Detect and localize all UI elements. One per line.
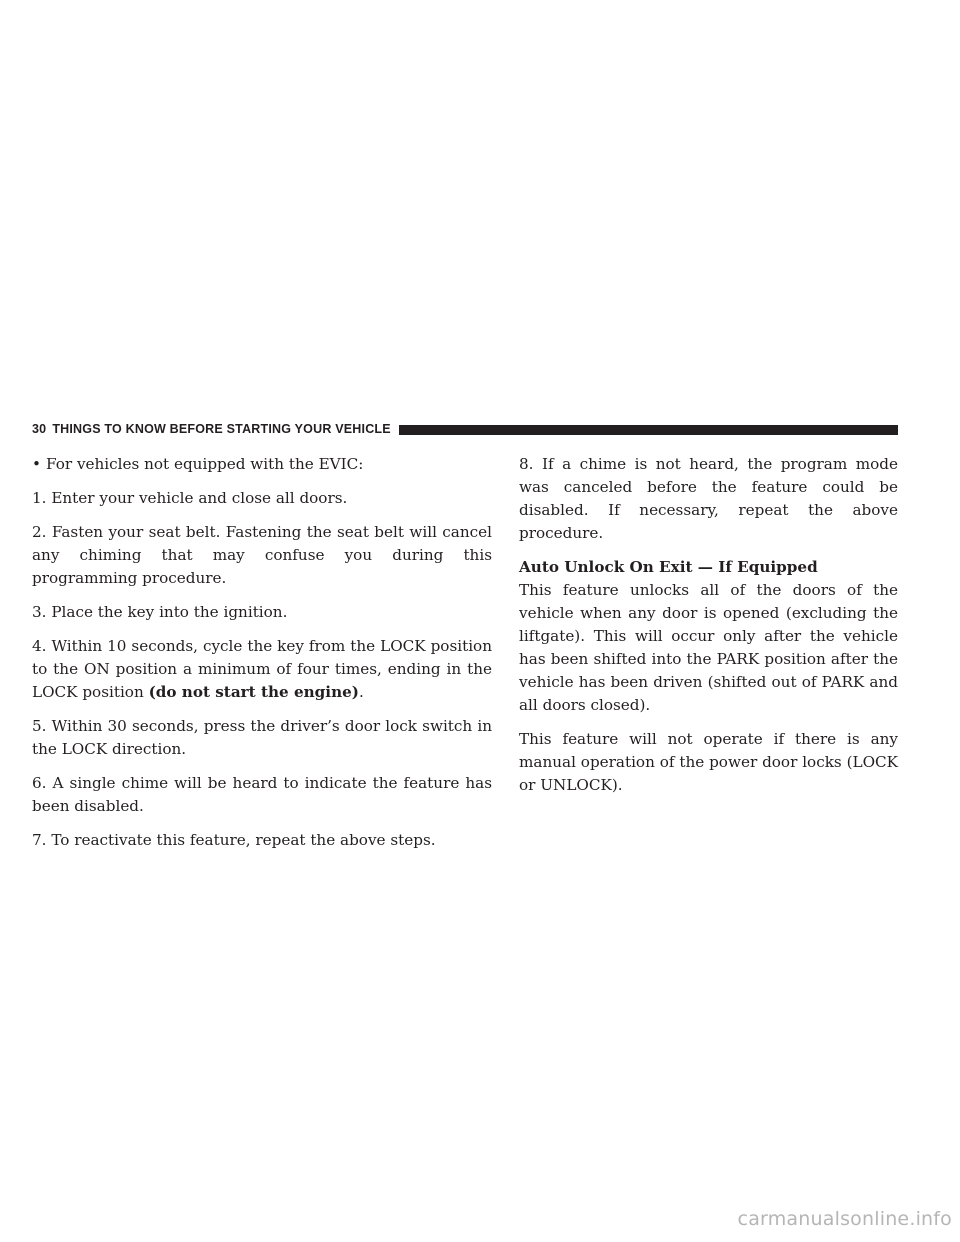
step-1: 1. Enter your vehicle and close all doors.	[32, 489, 348, 507]
step-4-text: 4. Within 10 seconds, cycle the key from the LOCK position to the ON position a minimum of four times, ending in the LOCK position	[32, 637, 492, 701]
step-6: 6. A single chime will be heard to indicate the feature has been disabled.	[32, 774, 492, 815]
watermark-text: carmanualsonline.info	[737, 1208, 952, 1230]
right-column	[519, 453, 898, 808]
step-5: 5. Within 30 seconds, press the driver’s door lock switch in the LOCK direction.	[32, 717, 492, 758]
auto-unlock-paragraph-2: This feature will not operate if there is any manual operation of the power door locks (LOCK or UNLOCK).	[519, 730, 898, 794]
left-column	[32, 453, 492, 863]
step-8: 8. If a chime is not heard, the program mode was canceled before the feature could be disabled. If necessary, repeat the above procedure.	[519, 455, 898, 542]
step-2: 2. Fasten your seat belt. Fastening the seat belt will cancel any chiming that may confuse you during this programming procedure.	[32, 523, 492, 587]
page-header	[32, 420, 898, 438]
page-number: 30	[32, 422, 47, 436]
header-rule	[399, 425, 898, 435]
auto-unlock-paragraph-1: This feature unlocks all of the doors of the vehicle when any door is opened (excluding the liftgate). This will occur only after the vehicle has been shifted into the PARK position after the vehicle has been driven (shifted out of PARK and all doors closed).	[519, 581, 898, 714]
bullet-icon: •	[32, 455, 41, 473]
step-3: 3. Place the key into the ignition.	[32, 603, 288, 621]
bullet-text: For vehicles not equipped with the EVIC:	[46, 455, 364, 473]
bullet-item	[32, 453, 492, 476]
section-title: THINGS TO KNOW BEFORE STARTING YOUR VEHICLE	[52, 422, 391, 436]
step-4-bold: (do not start the engine)	[148, 683, 359, 701]
step-4-end: .	[358, 683, 364, 701]
subheading-auto-unlock: Auto Unlock On Exit — If Equipped	[519, 558, 818, 576]
step-4	[32, 635, 492, 704]
step-7: 7. To reactivate this feature, repeat the above steps.	[32, 831, 436, 849]
